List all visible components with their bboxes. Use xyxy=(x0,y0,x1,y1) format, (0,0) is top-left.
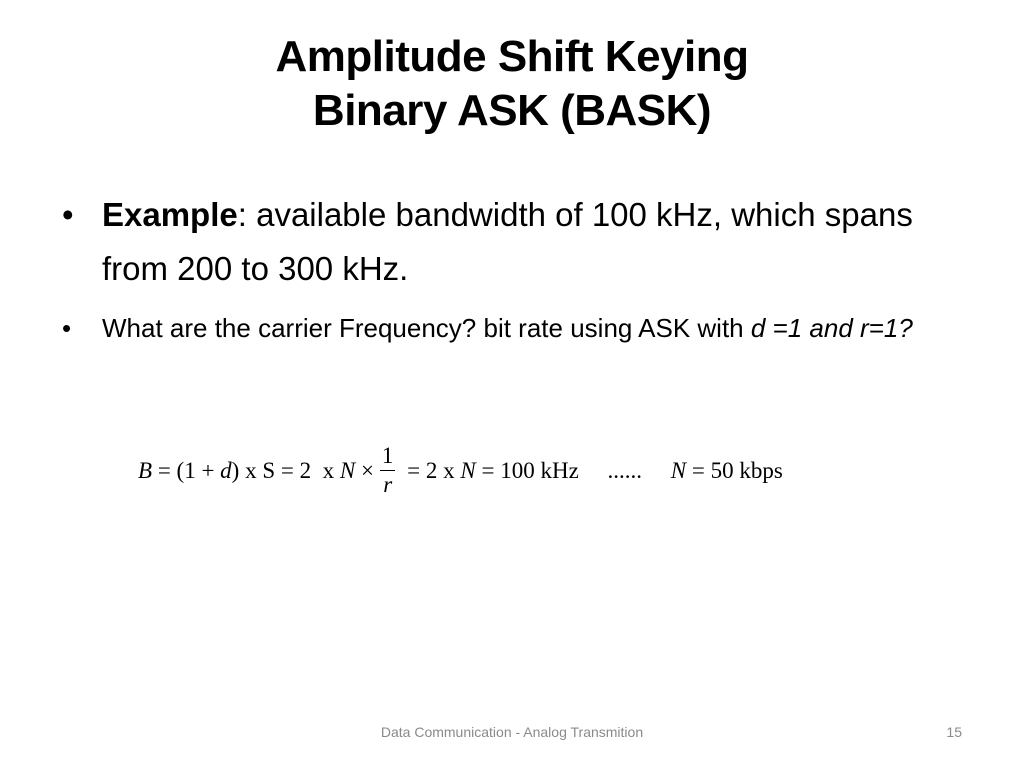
fraction-numerator: 1 xyxy=(380,442,396,471)
formula-part: = 50 kbps xyxy=(686,457,783,483)
formula-part: × xyxy=(355,457,374,483)
bullet-question-italic: d =1 and r=1? xyxy=(750,313,913,343)
fraction-denominator: r xyxy=(383,472,393,497)
formula-part: = (1 + xyxy=(152,457,221,483)
bullet-question xyxy=(62,308,962,349)
formula-part: = 2 x xyxy=(401,457,461,483)
slide-title xyxy=(0,30,1024,138)
bullet-example-label: Example xyxy=(102,196,238,233)
formula-part: = 100 kHz ...... xyxy=(475,457,671,483)
title-line-2: Binary ASK (BASK) xyxy=(312,86,712,135)
formula-part: d xyxy=(220,457,232,483)
bullet-dot-icon: • xyxy=(62,313,72,343)
formula-part: N xyxy=(670,457,687,483)
page-number: 15 xyxy=(946,724,962,740)
title-line-1: Amplitude Shift Keying xyxy=(275,32,749,81)
bullet-example xyxy=(62,188,962,296)
bullet-dot-icon: • xyxy=(62,196,74,233)
bullet-question-text: What are the carrier Frequency? bit rate using ASK with xyxy=(102,313,751,343)
formula-part: B xyxy=(138,457,153,483)
bullet-list xyxy=(62,188,962,349)
bullet-example-text: : available bandwidth of 100 kHz, which spans from 200 to 300 kHz. xyxy=(102,196,913,287)
slide-footer: Data Communication - Analog Transmition xyxy=(380,724,644,740)
formula-fraction xyxy=(380,442,396,499)
formula-part: N xyxy=(460,457,476,483)
formula xyxy=(138,442,783,499)
formula-part: ) x S = 2 x xyxy=(231,457,340,483)
formula-part: N xyxy=(339,457,356,483)
